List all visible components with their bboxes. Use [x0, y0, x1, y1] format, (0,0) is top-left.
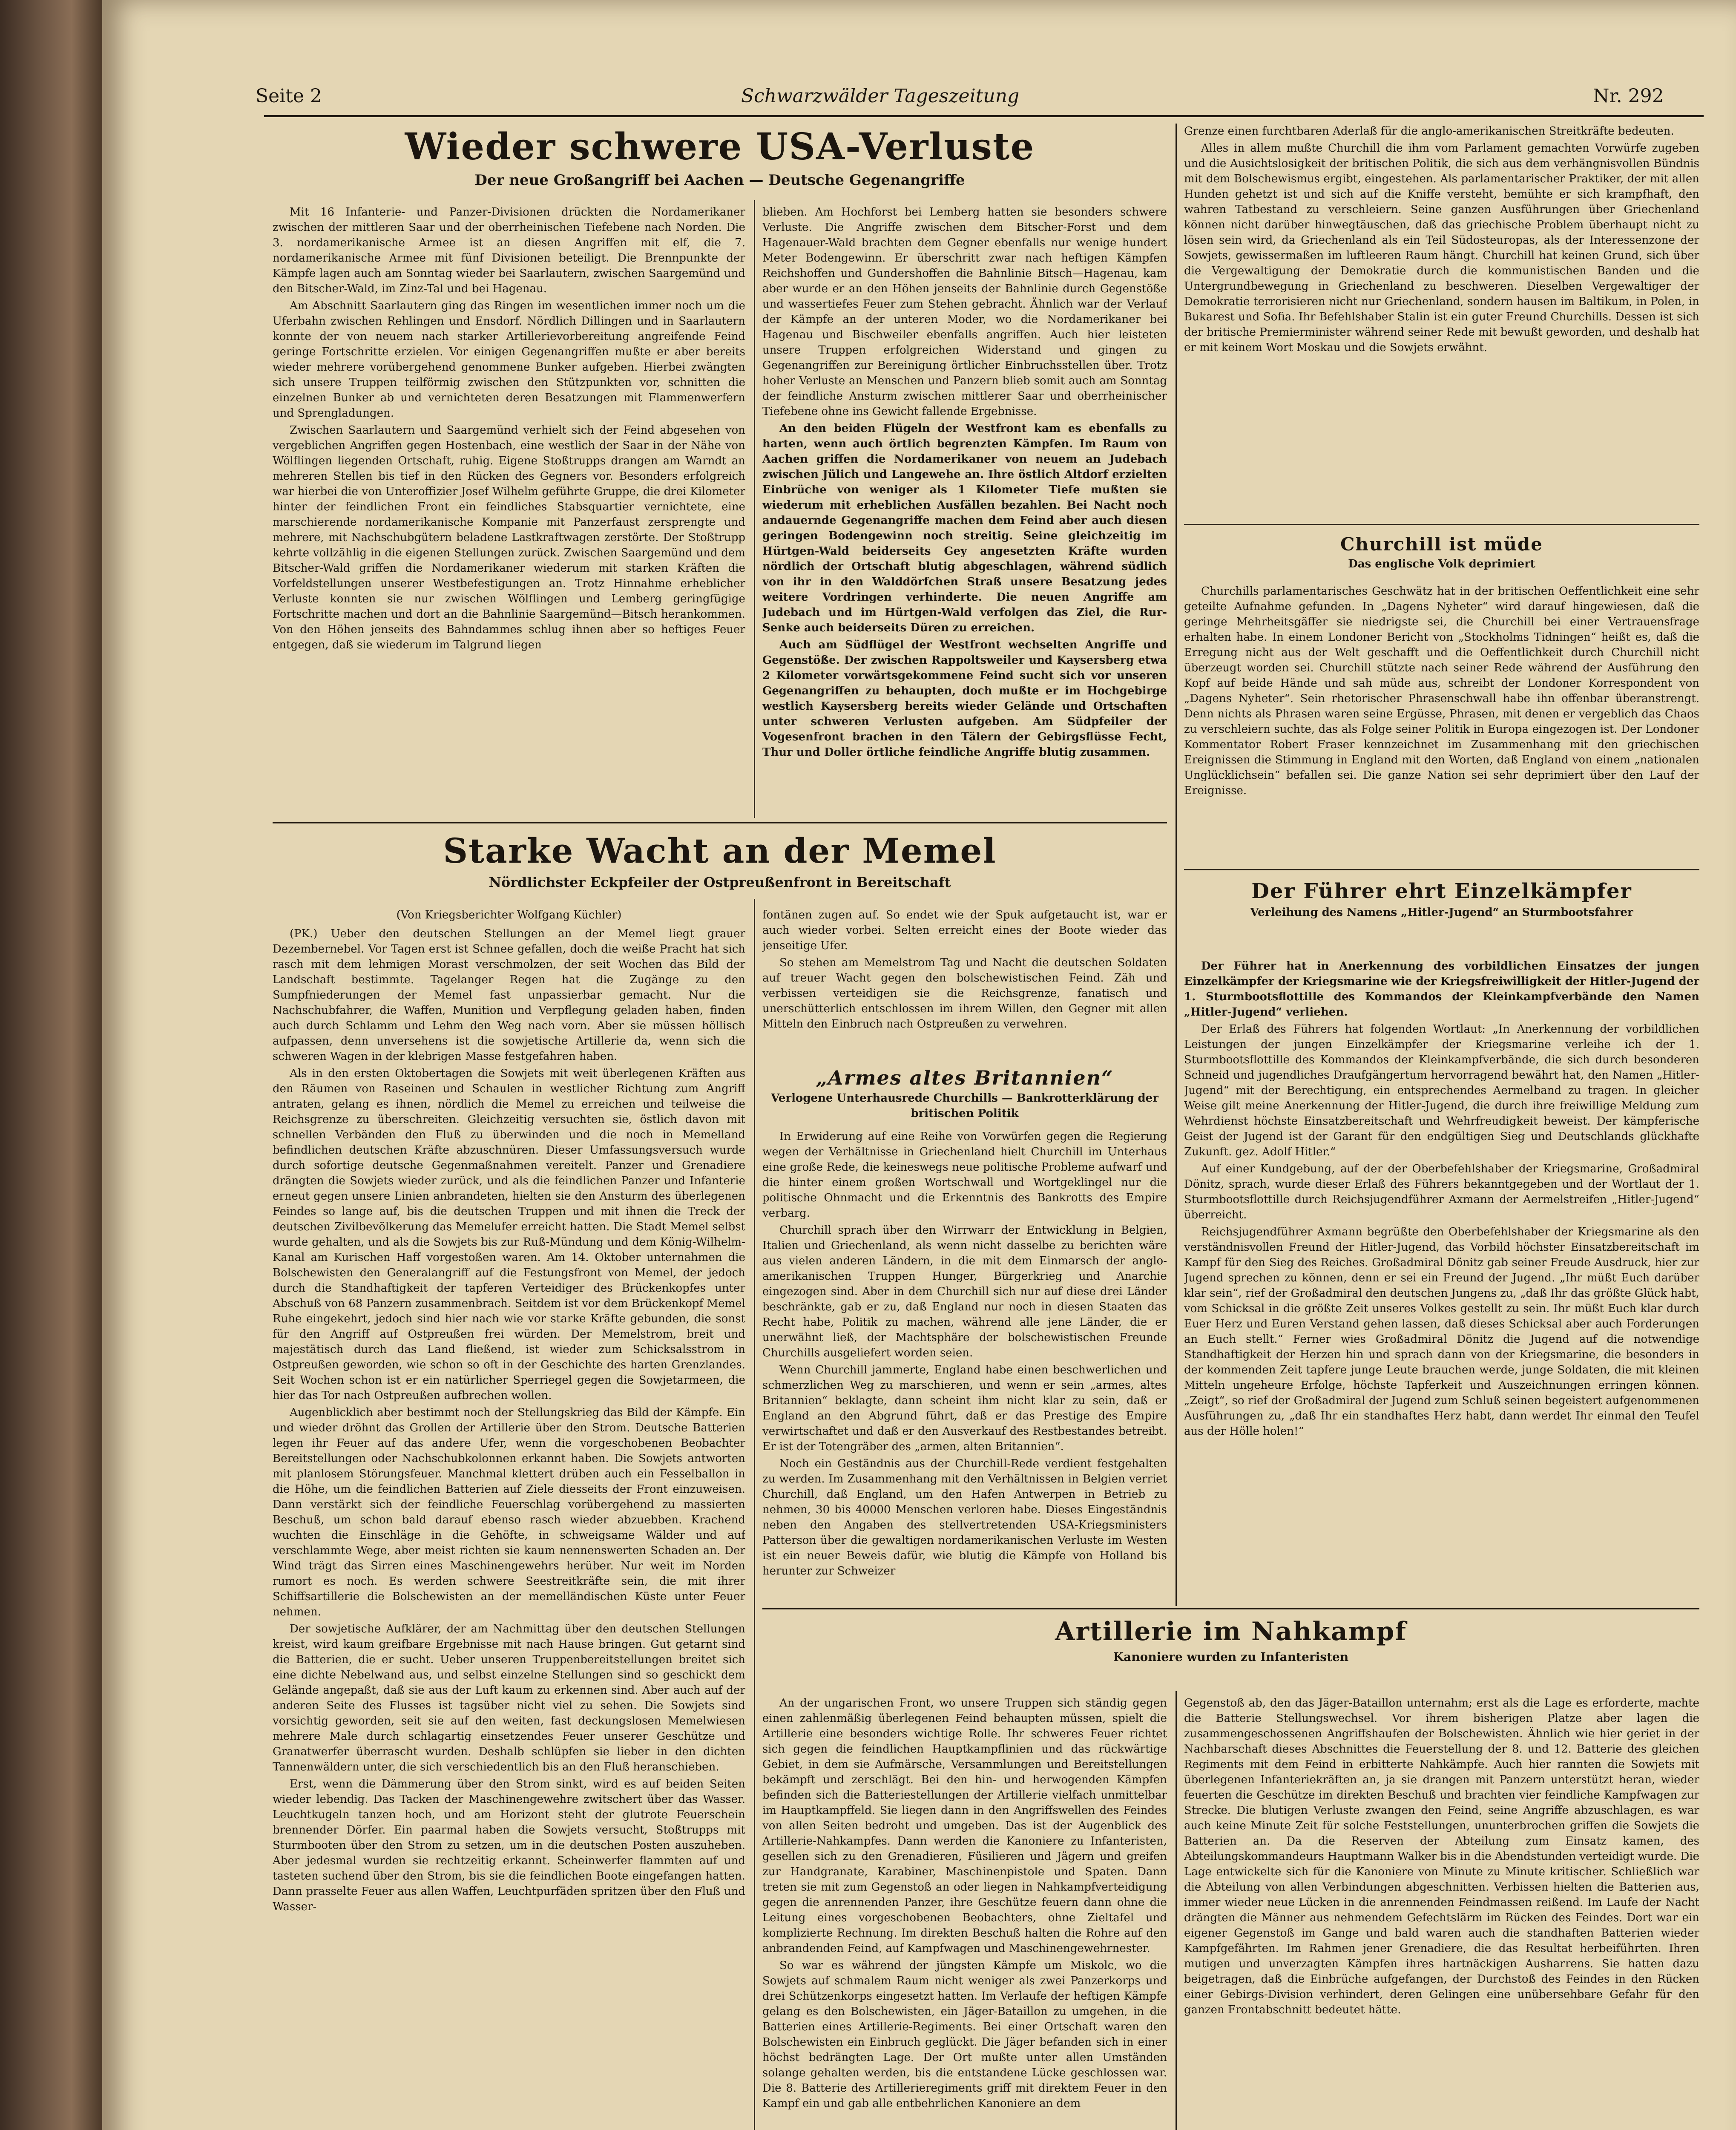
article-britannien-header [762, 1065, 1167, 1129]
subheadline: Verleihung des Namens „Hitler-Jugend“ an Sturmbootsfahrer [1250, 906, 1633, 919]
masthead-name: Schwarzwälder Tageszeitung [741, 85, 1020, 107]
paragraph: Der sowjetische Aufklärer, der am Nachmittag über den deutschen Stellungen kreist, wird kaum greifbare Ergebnisse mit nach Hause bringen. Gut getarnt sind die Batterien, die er sucht. Ueber unseren Truppenbereitstellungen breitet sich eine dichte Nebelwand aus, und selbst einzelne Stellungen sind so geschickt dem Gelände angepaßt, daß sie aus der Luft kaum zu erkennen sind. Aber auch auf der anderen Seite des Flusses ist tagsüber nicht viel zu sehen. Die Sowjets sind vorsichtig geworden, seit sie auf den weiten, fast deckungslosen Memelwiesen mehrere Male durch schlagartig einsetzendes Feuer unserer Geschütze und Granatwerfer überrascht wurden. Deshalb schlüpfen sie lieber in den dichten Tannenwäldern unter, die sich verschiedentlich bis an den Fluß heranschieben. [273, 1623, 745, 1773]
headline: „Armes altes Britannien“ [816, 1066, 1114, 1089]
subheadline: Kanoniere wurden zu Infanteristen [1113, 1650, 1349, 1664]
headline: Starke Wacht an der Memel [443, 831, 997, 871]
paragraph: Der Führer hat in Anerkennung des vorbildlichen Einsatzes der jungen Einzelkämpfer der Kriegsmarine wie der Kriegsfreiwilligkeit der Hitler-Jugend der 1. Sturmbootsflottille des Kommandos der Kleinkampfverbände den Namen „Hitler-Jugend“ verliehen. [1184, 960, 1699, 1019]
paragraph: Erst, wenn die Dämmerung über den Strom sinkt, wird es auf beiden Seiten wieder lebendig. Das Tacken der Maschinengewehre zwitschert über das Wasser. Leuchtkugeln tanzen hoch, und am Horizont steht der glutrote Feuerschein brennender Dörfer. Ein paarmal haben die Sowjets versucht, Stoßtrupps mit Sturmbooten über den Strom zu setzen, um in die deutschen Posten auszuheben. Aber jedesmal wurden sie rechtzeitig erkannt. Scheinwerfer flammten auf und tasteten suchend über den Strom, bis sie die feindlichen Boote eingefangen hatten. Dann prasselte Feuer aus allen Waffen, Leuchtpurfäden spritzen über den Fluß und Wasser- [273, 1778, 745, 1913]
newspaper-page [102, 0, 1736, 2130]
page-number: Seite 2 [256, 85, 322, 107]
headline: Der Führer ehrt Einzelkämpfer [1251, 879, 1632, 903]
paragraph: An den beiden Flügeln der Westfront kam es ebenfalls zu harten, wenn auch örtlich begrenzten Kämpfen. Im Raum von Aachen griffen die Nordamerikaner von neuem an Judebach zwischen Jülich und Langewehe an. Ihre östlich Altdorf erzielten Einbrüche von weniger als 1 Kilometer Tiefe mußten sie wiederum mit erheblichen Ausfällen bezahlen. Bei Nacht noch andauernde Gegenangriffe machen dem Feind aber auch diesen geringen Bodengewinn noch streitig. Seine gleichzeitig im Hürtgen-Wald beiderseits Gey angesetzten Kräfte wurden nördlich der Ortschaft blutig abgeschlagen, während südlich von ihr in den Walddörfchen Straß unsere Besatzung jedes weitere Vordringen verhinderte. Die neuen Angriffe am Judebach und im Hürtgen-Wald verfolgen das Ziel, die Rur-Senke auch beiderseits Düren zu erreichen. [762, 422, 1167, 634]
subheadline: Der neue Großangriff bei Aachen — Deutsche Gegenangriffe [474, 172, 965, 189]
paragraph: Mit 16 Infanterie- und Panzer-Divisionen drückten die Nordamerikaner zwischen der mittleren Saar und der oberrheinischen Tiefebene nach Norden. Die 3. nordamerikanische Armee ist an diesen Angriffen mit elf, die 7. nordamerikanische Armee mit fünf Divisionen beteiligt. Die Brennpunkte der Kämpfe lagen auch am Sonntag wieder bei Saarlautern, zwischen Saargemünd und den Bitscher-Wald, im Zinz-Tal und bei Hagenau. [273, 206, 745, 295]
headline: Artillerie im Nahkampf [1055, 1617, 1407, 1646]
paragraph: Am Abschnitt Saarlautern ging das Ringen im wesentlichen immer noch um die Uferbahn zwischen Rehlingen und Ensdorf. Nördlich Dillingen und in Saarlautern konnte der von neuem nach starker Artillerievorbereitung angreifende Feind geringe Fortschritte erzielen. Vor einigen Gegenangriffen mußte er aber bereits wieder mehrere vorübergehend genommene Bunker aufgeben. Hierbei zwängten sich unsere Truppen teilförmig zwischen den Stützpunkten vor, schnitten die einzelnen Bunker ab und vernichteten deren Besatzungen mit Flammenwerfern und Sprengladungen. [273, 299, 745, 420]
column-rule [1176, 1691, 1177, 2130]
article-memel-col2 [762, 907, 1167, 1065]
paragraph: fontänen zugen auf. So endet wie der Spuk aufgetaucht ist, war er auch wieder vorbei. Selten erreicht eines der Boote wieder das jenseitige Ufer. [762, 909, 1167, 952]
section-rule [1184, 524, 1699, 525]
article-memel-header [273, 829, 1167, 897]
article-usa-verluste-col2 [762, 204, 1167, 818]
paragraph: blieben. Am Hochforst bei Lemberg hatten sie besonders schwere Verluste. Die Angriffe zwischen dem Bitscher-Forst und dem Hagenauer-Wald brachten dem Gegner ebenfalls nur wenige hundert Meter Bodengewinn. Er überschritt zwar nach heftigen Kämpfen Reichshoffen und Gundershoffen die Bahnlinie Bitsch—Hagenau, kam aber wurde er an den Höhen jenseits der Bahnlinie durch Gegenstöße und wassertiefes Feuer zum Stehen gebracht. Ähnlich war der Verlauf der Kämpfe an der unteren Moder, wo die Nordamerikaner bei Hagenau und Bischweiler ebenfalls angriffen. Auch hier leisteten unsere Truppen erfolgreichen Widerstand und gingen zu Gegenangriffen zur Bereinigung örtlicher Einbruchsstellen über. Trotz hoher Verluste an Menschen und Panzern blieb somit auch am Sonntag der feindliche Ansturm zwischen mittlerer Saar und oberrheinischer Tiefebene ohne ins Gewicht fallende Ergebnisse. [762, 206, 1167, 418]
paragraph: Gegenstoß ab, den das Jäger-Bataillon unternahm; erst als die Lage es erforderte, machte die Batterie Stellungswechsel. Vor ihrem bisherigen Platze aber lagen die zusammengeschossenen Angriffshaufen der Bolschewisten. Ähnlich wie hier geriet in der Nachbarschaft dieses Abschnittes die Feuerstellung der 8. und 12. Batterie des gleichen Regiments mit dem Feind in erbitterte Nahkämpfe. Auch hier rannten die Sowjets mit überlegenen Infanteriekräften an, ja sie drangen mit Panzern unterstützt heran, wieder feuerten die Geschütze im direkten Beschuß und brachten vier feindliche Kampfwagen zur Strecke. Die blutigen Verluste zwangen den Feind, seine Angriffe abzuschlagen, es war auch keine Minute Zeit für solche Feststellungen, ununterbrochen griffen die Sowjets die Batterien an. Da die Reserven der Abteilung zum Einsatz kamen, des Abteilungskommandeurs Hauptmann Walker bis in die Abendstunden verteidigt wurde. Die Lage entwickelte sich für die Kanoniere von Minute zu Minute kritischer. Schließlich war die Abteilung von allen Verbindungen abgeschnitten. Verbissen hielten die Batterien aus, immer wieder neue Lücken in die anrennenden Feindmassen reißend. Im Laufe der Nacht drängten die Männer aus nehmendem Gefechtslärm im Rücken des Feindes. Dort war ein eigener Gegenstoß im Gange und bald waren auch die standhaften Batterien wieder Kampfgefährten. Im Rahmen jener Grenadiere, die das Resultat herbeiführten. Ihren mutigen und unverzagten Kämpfen ihres hartnäckigen Ausharrens. Sie hatten dazu beigetragen, daß die Einbrüche aufgefangen, der Durchstoß des Feindes in den Rücken einer Gebirgs-Division verhindert, deren Gelingen eine unübersehbare Gefahr für den ganzen Frontabschnitt bedeutet hätte. [1184, 1697, 1699, 2016]
paragraph: An der ungarischen Front, wo unsere Truppen sich ständig gegen einen zahlenmäßig überlegenen Feind behaupten müssen, spielt die Artillerie eine besonders wichtige Rolle. Ihr schweres Feuer richtet sich gegen die feindlichen Hauptkampflinien und das rückwärtige Gebiet, in dem sie Aufmärsche, Versammlungen und Bereitstellungen bekämpft und zerschlägt. Bei den hin- und herwogenden Kämpfen befinden sich die Batteriestellungen der Artillerie vielfach unmittelbar im Hauptkampffeld. Sie liegen dann in den Angriffswellen des Feindes von allen Seiten bedroht und umgeben. Das ist der Augenblick des Artillerie-Nahkampfes. Dann werden die Kanoniere zu Infanteristen, gesellen sich zu den Grenadieren, Füsilieren und Jägern und greifen zur Handgranate, Karabiner, Maschinenpistole und Spaten. Dann treten sie mit zum Gegenstoß an oder liegen in Nahkampfverteidigung gegen die anrennenden Panzer, ihre Geschütze feuern dann ohne die Leitung eines vorgeschobenen Beobachters, ohne Zieltafel und komplizierte Rechnung. Im direkten Beschuß halten die Rohre auf den anbrandenden Feind, auf Kampfwagen und Maschinengewehrnester. [762, 1697, 1167, 1955]
paragraph: Auf einer Kundgebung, auf der der Oberbefehlshaber der Kriegsmarine, Großadmiral Dönitz, sprach, wurde dieser Erlaß des Führers bekanntgegeben und der Wortlaut der 1. Sturmbootsflottille durch Reichsjugendführer Axmann der Aermelstreifen „Hitler-Jugend“ überreicht. [1184, 1163, 1699, 1221]
column-rule [754, 899, 755, 2130]
article-fuehrer-header [1184, 878, 1699, 958]
issue-number: Nr. 292 [1593, 85, 1664, 107]
section-rule [273, 822, 1167, 823]
headline: Churchill ist müde [1340, 534, 1543, 555]
headline: Wieder schwere USA-Verluste [405, 125, 1035, 168]
paragraph: Als in den ersten Oktobertagen die Sowjets mit weit überlegenen Kräften aus den Räumen von Raseinen und Schaulen in westlicher Richtung zum Angriff antraten, gelang es ihnen, nördlich die Memel zu erreichen und teilweise die Reichsgrenze zu überschreiten. Gleichzeitig versuchten sie, östlich davon mit schnellen Verbänden den Fluß zu überwinden und die noch in Memelland befindlichen deutschen Kräfte abzuschnüren. Dieser Umfassungsversuch wurde durch sofortige deutsche Gegenmaßnahmen vereitelt. Panzer und Grenadiere drängten die Sowjets wieder zurück, und als die feindlichen Panzer und Infanterie erneut gegen unsere Linien anbrandeten, hielten sie den Ansturm des überlegenen Feindes so lange auf, bis die deutschen Truppen und mit ihnen die Treck der deutschen Zivilbevölkerung das Memelufer erreicht hatten. Die Stadt Memel selbst wurde gehalten, und als die Sowjets bis zur Ruß-Mündung und dem König-Wilhelm-Kanal am Kurischen Haff vorgestoßen waren. Am 14. Oktober unternahmen die Bolschewisten den Generalangriff auf die Festungsfront von Memel, der jedoch durch die Standhaftigkeit der tapferen Verteidiger des Brückenkopfes unter Abschuß von 68 Panzern zusammenbrach. Seitdem ist vor dem Brückenkopf Memel Ruhe eingekehrt, jedoch sind hier nach wie vor starke Kräfte gebunden, die sonst für den Angriff auf Ostpreußen frei würden. Der Memelstrom, breit und majestätisch durch das Land fließend, ist wieder zum Schicksalsstrom in Ostpreußen geworden, wie schon so oft in der Geschichte des harten Grenzlandes. Seit Wochen schon ist er ein natürlicher Sperriegel gegen die Sowjetarmeen, die hier das Tor nach Ostpreußen aufbrechen wollen. [273, 1067, 745, 1402]
paragraph: Grenze einen furchtbaren Aderlaß für die anglo-amerikanischen Streitkräfte bedeuten. [1184, 125, 1674, 138]
paragraph: Der Erlaß des Führers hat folgenden Wortlaut: „In Anerkennung der vorbildlichen Leistungen der jungen Einzelkämpfer der Kriegsmarine verleihe ich der 1. Sturmbootsflottille des Kommandos der Kleinkampfverbände, die sich durch besonderen Schneid und jugendliches Draufgängertum hervorragend bewährt hat, den Namen „Hitler-Jugend“ mit der Berechtigung, ein entsprechendes Aermelband zu tragen. In gleicher Weise gilt meine Anerkennung der Hitler-Jugend, die durch ihre freiwillige Meldung zum Wehrdienst höchste Einsatzbereitschaft und Wehrfreudigkeit beweist. Der kämpferische Geist der Jugend ist der Garant für den endgültigen Sieg und Deutschlands glückhafte Zukunft. gez. Adolf Hitler.“ [1184, 1023, 1699, 1158]
paragraph: In Erwiderung auf eine Reihe von Vorwürfen gegen die Regierung wegen der Verhältnisse in Griechenland hielt Churchill im Unterhaus eine große Rede, die keineswegs neue politische Probleme aufwarf und die hinter einem großen Wortschwall und Wortgeklingel nur die politische Ohnmacht und die Erkenntnis des Bankrotts des Empire verbarg. [762, 1130, 1167, 1220]
article-usa-verluste-header [273, 124, 1167, 196]
paragraph: So stehen am Memelstrom Tag und Nacht die deutschen Soldaten auf treuer Wacht gegen den bolschewistischen Feind. Zäh und verbissen verteidigen sie die Reichsgrenze, fanatisch und unerschütterlich entschlossen im ihrem Willen, den Gegner mit allen Mitteln den Einbruch nach Ostpreußen zu verwehren. [762, 956, 1167, 1030]
section-rule [762, 1608, 1699, 1609]
subheadline: Nördlichster Eckpfeiler der Ostpreußenfront in Bereitschaft [489, 874, 951, 890]
article-churchill-muede-header [1184, 532, 1699, 579]
article-usa-verluste-col1 [273, 204, 745, 818]
column-rule [754, 200, 755, 818]
article-artillerie-col2 [1184, 1695, 1699, 2130]
book-binding [0, 0, 102, 2130]
paragraph: (PK.) Ueber den deutschen Stellungen an der Memel liegt grauer Dezembernebel. Vor Tagen erst ist Schnee gefallen, doch die weiße Pracht hat sich rasch mit dem lehmigen Morast verschmolzen, der seit Wochen das Bild der Landschaft bestimmte. Tagelanger Regen hat die Zugänge zu den Sumpfniederungen der Memel fast unpassierbar gemacht. Nur die Nachschubfahrer, die Waffen, Munition und Verpflegung geladen haben, finden auch durch Schlamm und Lehm den Weg nach vorn. Aber sie müssen höllisch aufpassen, denn unversehens ist die sowjetische Artillerie da, wenn sich die schweren Wagen in der klebrigen Masse festgefahren haben. [273, 927, 745, 1063]
column-rule [1176, 124, 1177, 1606]
article-britannien-body [762, 1129, 1167, 1602]
subheadline: Verlogene Unterhausrede Churchills — Bankrotterklärung der britischen Politik [771, 1092, 1158, 1120]
article-memel-col1 [273, 907, 745, 2130]
article-fuehrer-body [1184, 958, 1699, 1602]
header-rule [264, 115, 1704, 117]
article-artillerie-header [762, 1615, 1699, 1687]
paragraph: Churchill sprach über den Wirrwarr der Entwicklung in Belgien, Italien und Griechenland, als wenn nicht dasselbe zu berichten wäre aus vielen anderen Ländern, in die mit dem Einmarsch der anglo-amerikanischen Truppen Hunger, Bürgerkrieg und Anarchie eingezogen sind. Aber in dem Churchill sich nur auf diese drei Länder beschränkte, gab er zu, daß England nur noch in diesen Staaten das Recht habe, Politik zu machen, während alle jene Länder, die er unerwähnt ließ, der Machtsphäre der bolschewistischen Freunde Churchills ausgeliefert worden seien. [762, 1224, 1167, 1359]
article-britannien-continuation [1184, 124, 1699, 520]
paragraph: Zwischen Saarlautern und Saargemünd verhielt sich der Feind abgesehen von vergeblichen Angriffen gegen Hostenbach, eine westlich der Saar in der Nähe von Wölflingen liegenden Ortschaft, ruhig. Eigene Stoßtrupps drangen am Warndt an mehreren Stellen bis tief in den Rücken des Gegners vor. Besonders erfolgreich war hierbei die von Unteroffizier Josef Wilhelm geführte Gruppe, die drei Kilometer hinter der feindlichen Front ein feindliches Stabsquartier vernichtete, eine marschierende nordamerikanische Kompanie mit Panzerfaust zersprengte und mehrere, mit Nachschubgütern beladene Lastkraftwagen zerstörte. Der Stoßtrupp kehrte vollzählig in die eigenen Stellungen zurück. Zwischen Saargemünd und dem Bitscher-Wald griffen die Nordamerikaner wiederum mit starken Kräften die Vorfeldstellungen unserer Westbefestigungen an. Trotz Hinnahme erheblicher Verluste konnten sie nur zwischen Wölflingen und Lemberg geringfügige Fortschritte machen und dort an die Bahnlinie Saargemünd—Bitsch herankommen. Von den Höhen jenseits des Bahndammes schlug ihnen aber so heftiges Feuer entgegen, daß sie wiederum im Talgrund liegen [273, 424, 745, 651]
paragraph: So war es während der jüngsten Kämpfe um Miskolc, wo die Sowjets auf schmalem Raum nicht weniger als zwei Panzerkorps und drei Schützenkorps eingesetzt hatten. Im Verlaufe der heftigen Kämpfe gelang es den Bolschewisten, ein Jäger-Bataillon zu umgehen, in die Batterien eines Artillerie-Regiments. Bei einer Ortschaft waren den Bolschewisten ein Einbruch geglückt. Die Jäger befanden sich in einer höchst bedrängten Lage. Der Ort mußte unter allen Umständen solange gehalten werden, bis die entstandene Lücke geschlossen war. Die 8. Batterie des Artillerieregiments griff mit direktem Feuer in den Kampf ein und gab alle entbehrlichen Kanoniere an dem [762, 1959, 1167, 2110]
subheadline: Das englische Volk deprimiert [1348, 558, 1535, 570]
paragraph: Reichsjugendführer Axmann begrüßte den Oberbefehlshaber der Kriegsmarine als den verständnisvollen Freund der Hitler-Jugend, das Vorbild höchster Einsatzbereitschaft im Kampf für den Sieg des Reiches. Großadmiral Dönitz gab seiner Freude Ausdruck, hier zur Jugend sprechen zu können, denn er sei ein Freund der Jugend. „Ihr müßt Euch darüber klar sein“, rief der Großadmiral den deutschen Jungens zu, „daß Ihr das größte Glück habt, vom Schicksal in die größte Zeit unseres Volkes gestellt zu sein. Ihr müßt Euch klar durch Euer Herz und Euren Verstand gehen lassen, daß dieses Schicksal aber auch Forderungen an Euch stellt.“ Ferner wies Großadmiral Dönitz die Jugend auf die notwendige Standhaftigkeit der Herzen hin und sprach dann von der Kriegsmarine, die besonders in der kommenden Zeit tapfere junge Leute brauchen werde, junge Soldaten, die mit kleinen Mitteln ungeheure Erfolge, höchste Tapferkeit und Auszeichnungen erringen können. „Zeigt“, so rief der Großadmiral der Jugend zum Schluß seinen begeistert aufgenommenen Ausführungen zu, „daß Ihr ein standhaftes Herz habt, dann werdet Ihr einmal den Teufel aus der Hölle holen!“ [1184, 1226, 1699, 1438]
article-churchill-muede-body [1184, 584, 1699, 865]
section-rule [1184, 869, 1699, 870]
byline: (Von Kriegsberichter Wolfgang Küchler) [396, 909, 622, 921]
paragraph: Alles in allem mußte Churchill die ihm vom Parlament gemachten Vorwürfe zugeben und die Ausichtslosigkeit der britischen Politik, die sich aus dem verhängnisvollen Bündnis mit dem Bolschewismus ergibt, eingestehen. Als parlamentarischer Praktiker, der mit allen Hunden gehetzt ist und sich auf die Kniffe versteht, bemühte er sich krampfhaft, den wahren Tatbestand zu verschleiern. Seine ganzen Ausführungen über Griechenland können nicht darüber hinwegtäuschen, daß das griechische Problem überhaupt nicht zu lösen sein wird, da Griechenland als ein Teil Südosteuropas, als der Interessenzone der Sowjets, gewissermaßen im luftleeren Raum hängt. Churchill hat keinen Grund, sich über die Vergewaltigung der Demokratie durch die kommunistischen Banden und die Untergrundbewegung in Griechenland zu beschweren. Dieselben Vergewaltiger der Demokratie terrorisieren nicht nur Griechenland, sondern hausen im Baltikum, in Polen, in Bukarest und Sofia. Ihr Befehlshaber Stalin ist ein guter Freund Churchills. Dessen ist sich der britische Premierminister während seiner Rede mit bewußt geworden, und deshalb hat er mit keinem Wort Moskau und die Sowjets erwähnt. [1184, 142, 1699, 354]
paragraph: Wenn Churchill jammerte, England habe einen beschwerlichen und schmerzlichen Weg zu marschieren, und wenn er sein „armes, altes Britannien“ beklagte, dann scheint ihm nicht klar zu sein, daß er England an den Abgrund führt, daß er das Prestige des Empire verwirtschaftet und daß er den Ausverkauf des Restbestandes betreibt. Er ist der Totengräber des „armen, alten Britannien“. [762, 1364, 1167, 1453]
article-artillerie-col1 [762, 1695, 1167, 2130]
paragraph: Noch ein Geständnis aus der Churchill-Rede verdient festgehalten zu werden. Im Zusammenhang mit den Verhältnissen in Belgien verriet Churchill, daß England, um den Hafen Antwerpen in Betrieb zu nehmen, 30 bis 40000 Menschen verloren habe. Dieses Eingeständnis neben den Angaben des stellvertretenden USA-Kriegsministers Patterson über die gewaltigen nordamerikanischen Verluste im Westen ist ein neuer Beweis dafür, wie blutig die Kämpfe von Holland bis herunter zur Schweizer [762, 1457, 1167, 1577]
paragraph: Augenblicklich aber bestimmt noch der Stellungskrieg das Bild der Kämpfe. Ein und wieder dröhnt das Grollen der Artillerie über den Strom. Deutsche Batterien legen ihr Feuer auf das andere Ufer, wenn die vorgeschobenen Beobachter Bereitstellungen oder Nachschubkolonnen erkannt haben. Die Sowjets antworten mit planlosem Störungsfeuer. Manchmal klettert drüben auch ein Fesselballon in die Höhe, um die feindlichen Batterien auf Ziele diesseits der Front einzuweisen. Dann verstärkt sich der feindliche Feuerschlag vorübergehend zu massierten Beschuß, um schon bald darauf ebenso rasch wieder abzuebben. Krachend wuchten die Einschläge in die Gehöfte, in schweigsame Wälder und auf verschlammte Wege, aber meist richten sie kaum nennenswerten Schaden an. Der Wind trägt das Sirren eines Maschinengewehrs herüber. Nur weit im Norden rumort es noch. Es werden schwere Seestreitkräfte sein, die mit ihrer Schiffsartillerie die Bolschewisten an der memelländischen Küste unter Feuer nehmen. [273, 1406, 745, 1618]
paragraph: Auch am Südflügel der Westfront wechselten Angriffe und Gegenstöße. Der zwischen Rappoltsweiler und Kaysersberg etwa 2 Kilometer vorwärtsgekommene Feind sucht sich vor unseren Gegenangriffen zu behaupten, doch mußte er im Hochgebirge westlich Kaysersberg bereits wieder Gelände und Ortschaften unter schweren Verlusten aufgeben. Am Südpfeiler der Vogesenfront brachen in den Tälern der Gebirgsflüsse Fecht, Thur und Doller örtliche feindliche Angriffe blutig zusammen. [762, 639, 1167, 759]
paragraph: Churchills parlamentarisches Geschwätz hat in der britischen Oeffentlichkeit eine sehr geteilte Aufnahme gefunden. In „Dagens Nyheter“ wird darauf hingewiesen, daß die geringe Mehrheitsgäffer sie niedrigste sei, die Churchill bei einer Vertrauensfrage erhalten habe. In einem Londoner Bericht von „Stockholms Tidningen“ heißt es, daß die Erregung nicht aus der Welt geschafft und die Oeffentlichkeit durch Churchill nicht überzeugt worden sei. Churchill stützte nach seiner Rede während der Ausführung den Kopf auf beide Hände und sah müde aus, schreibt der Londoner Korrespondent von „Dagens Nyheter“. Sein rhetorischer Phrasenschwall habe ihn offenbar überanstrengt. Denn nichts als Phrasen waren seine Ergüsse, Phrasen, mit denen er vergeblich das Chaos zu verschleiern suchte, das als Folge seiner Politik in Europa eingezogen ist. Der Londoner Kommentator Robert Fraser kennzeichnet im Zusammenhang mit den griechischen Ereignissen die Stimmung in England mit den Worten, daß England von einem „nationalen Unglücklichsein“ befallen sei. Die ganze Nation sei sehr deprimiert über den Lauf der Ereignisse. [1184, 585, 1699, 797]
